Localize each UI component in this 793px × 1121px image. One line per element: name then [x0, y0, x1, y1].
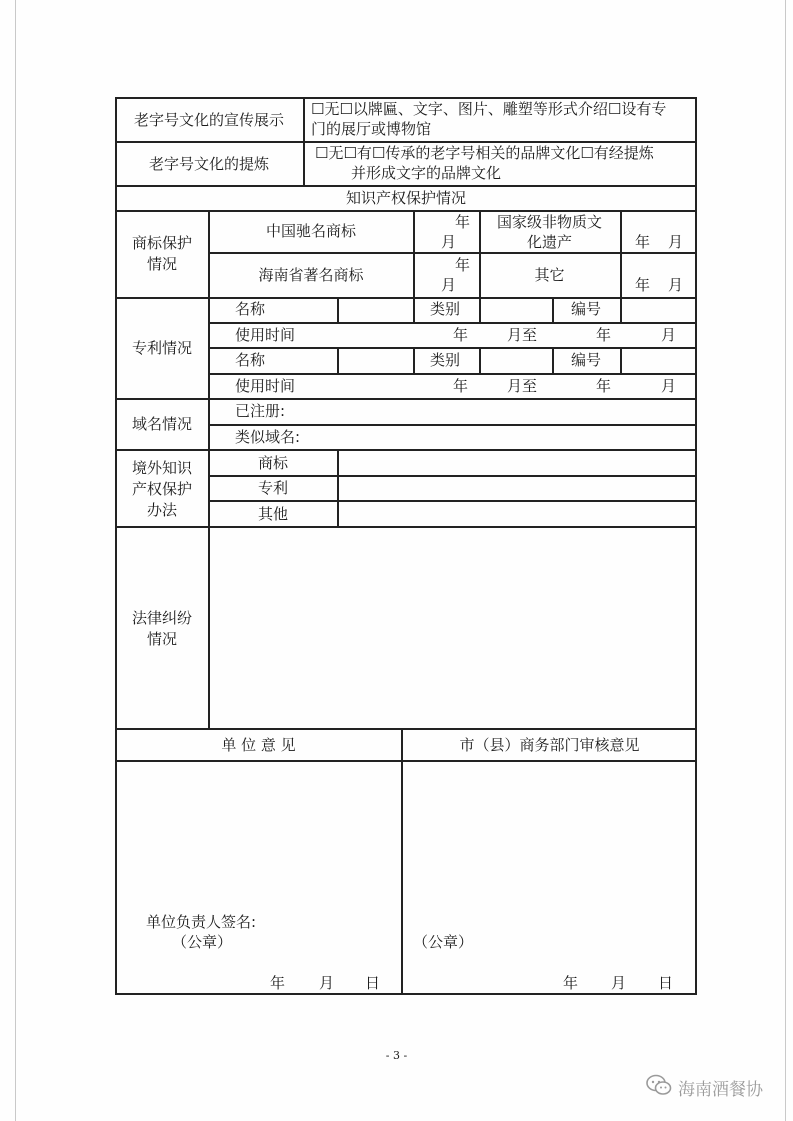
rule	[552, 297, 554, 322]
rule	[552, 347, 554, 373]
promotion-options-line1: ☐无☐以牌匾、文字、图片、雕塑等形式介绍☐设有专	[311, 100, 667, 118]
rule	[337, 449, 339, 526]
rule	[620, 210, 622, 297]
refinement-options-line1: ☐无☐有☐传承的老字号相关的品牌文化☐有经提炼	[315, 144, 654, 162]
ip-section-header: 知识产权保护情况	[345, 189, 466, 207]
trademark-label-line2: 情况	[146, 255, 177, 273]
patent-number-label: 编号	[571, 300, 602, 318]
year-label: 年	[563, 974, 579, 992]
year-label: 年	[635, 276, 651, 294]
rule	[209, 347, 697, 349]
rule	[115, 141, 697, 143]
china-famous-trademark: 中国驰名商标	[265, 222, 356, 240]
month-label: 月	[668, 233, 684, 251]
patent-name-label: 名称	[235, 300, 266, 318]
month-label: 月	[668, 276, 684, 294]
year-label: 年	[270, 974, 286, 992]
overseas-trademark: 商标	[257, 454, 288, 472]
year-label: 年	[453, 326, 469, 344]
rule	[115, 210, 697, 212]
rule	[209, 424, 697, 426]
day-label: 日	[658, 974, 674, 992]
overseas-other: 其他	[257, 505, 288, 523]
rule	[479, 347, 481, 373]
rule	[209, 322, 697, 324]
rule	[303, 97, 305, 185]
patent-category-label: 类别	[430, 351, 461, 369]
year-label: 年	[596, 326, 612, 344]
rule	[695, 97, 697, 995]
other-trademark: 其它	[534, 266, 565, 284]
rule	[413, 347, 415, 373]
month-to-label: 月至	[507, 326, 538, 344]
rule	[413, 297, 415, 322]
year-label: 年	[455, 213, 471, 231]
page-number: - 3 -	[385, 1049, 408, 1062]
patent-number-label: 编号	[571, 351, 602, 369]
watermark-text: 海南酒餐协	[678, 1080, 763, 1100]
rule	[115, 398, 697, 400]
signature-label: 单位负责人签名:	[146, 913, 257, 931]
promotion-label: 老字号文化的宣传展示	[133, 111, 284, 129]
refinement-options-line2: 并形成文字的品牌文化	[351, 164, 502, 182]
rule	[115, 449, 697, 451]
rule	[620, 297, 622, 322]
overseas-ip-label-line2: 产权保护	[131, 480, 192, 498]
rule	[401, 728, 403, 995]
month-to-label: 月至	[507, 377, 538, 395]
month-label: 月	[661, 326, 677, 344]
page-edge-right	[785, 0, 786, 1121]
unit-seal-label: （公章）	[172, 933, 233, 951]
unit-opinion-header: 单 位 意 见	[221, 736, 296, 754]
month-label: 月	[319, 974, 335, 992]
patent-use-time-label: 使用时间	[235, 326, 296, 344]
legal-dispute-label-line2: 情况	[146, 630, 177, 648]
watermark	[646, 1074, 763, 1101]
rule	[209, 252, 697, 254]
rule	[620, 347, 622, 373]
rule	[115, 993, 697, 995]
trademark-label-line1: 商标保护	[131, 234, 192, 252]
overseas-patent: 专利	[257, 479, 288, 497]
rule	[115, 526, 697, 528]
rule	[337, 297, 339, 322]
year-label: 年	[596, 377, 612, 395]
domain-label: 域名情况	[131, 415, 192, 433]
rule	[115, 97, 117, 995]
intangible-heritage-line2: 化遗产	[526, 233, 572, 251]
rule	[337, 347, 339, 373]
year-label: 年	[455, 256, 471, 274]
rule	[115, 760, 697, 762]
patent-name-label: 名称	[235, 351, 266, 369]
legal-dispute-label-line1: 法律纠纷	[131, 609, 192, 627]
month-label: 月	[441, 276, 457, 294]
year-label: 年	[453, 377, 469, 395]
rule	[115, 97, 697, 99]
domain-registered: 已注册:	[235, 402, 286, 420]
rule	[209, 373, 697, 375]
rule	[209, 500, 697, 502]
month-label: 月	[611, 974, 627, 992]
form-table	[115, 97, 697, 995]
refinement-label: 老字号文化的提炼	[148, 155, 269, 173]
rule	[209, 475, 697, 477]
overseas-ip-label-line3: 办法	[146, 501, 177, 519]
rule	[115, 297, 697, 299]
patent-category-label: 类别	[430, 300, 461, 318]
domain-similar: 类似域名:	[235, 428, 301, 446]
day-label: 日	[365, 974, 381, 992]
year-label: 年	[635, 233, 651, 251]
rule	[115, 728, 697, 730]
patent-label: 专利情况	[131, 339, 192, 357]
month-label: 月	[661, 377, 677, 395]
patent-use-time-label: 使用时间	[235, 377, 296, 395]
overseas-ip-label-line1: 境外知识	[131, 459, 192, 477]
city-review-opinion-header: 市（县）商务部门审核意见	[459, 736, 640, 754]
month-label: 月	[441, 233, 457, 251]
wechat-icon	[646, 1074, 672, 1101]
hainan-famous-trademark: 海南省著名商标	[258, 266, 364, 284]
city-seal-label: （公章）	[413, 933, 474, 951]
promotion-options-line2: 门的展厅或博物馆	[311, 120, 432, 138]
page-edge-left	[15, 0, 16, 1121]
intangible-heritage-line1: 国家级非物质文	[496, 213, 602, 231]
rule	[479, 297, 481, 322]
rule	[413, 210, 415, 297]
rule	[115, 185, 697, 187]
